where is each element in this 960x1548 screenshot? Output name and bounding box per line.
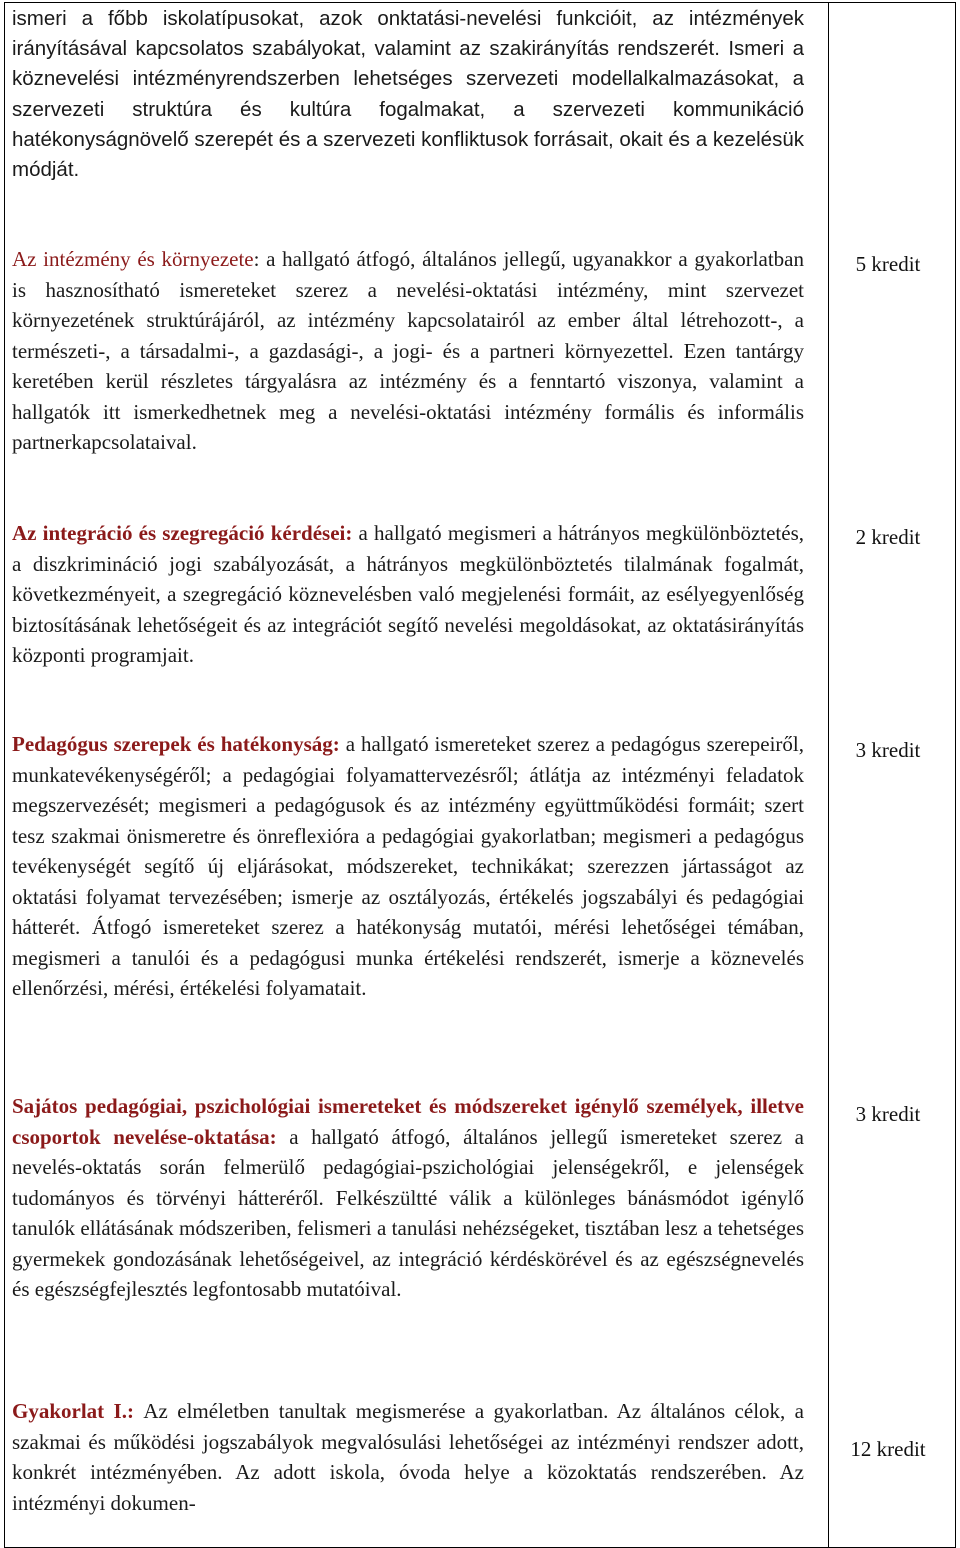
credit-label: 5 kredit [855,252,921,276]
section-pedagogus-szerepek [12,729,804,1064]
section-intezmeny-kornyezete [12,244,804,491]
section-integracio-szegregacio [12,518,804,701]
credit-label: 3 kredit [855,1102,921,1126]
section-title: Az intézmény és környezete [12,247,254,271]
section-title: Gyakorlat I. [12,1399,127,1423]
title-separator: : [253,247,267,271]
section-gyakorlat [12,1396,804,1518]
column-divider [828,3,829,1547]
section-title: Az integráció és szegregáció kérdései: [12,521,353,545]
section-title: Sajátos pedagógiai, pszichológiai ismereteket és módszereket igénylő személyek, illetve csoportok nevelése-oktatása: [12,1094,804,1149]
credit-label: 12 kredit [850,1437,926,1461]
title-separator [277,1125,290,1149]
section-body: Az elméletben tanultak megismerése a gyakorlatban. Az általános célok, a szakmai és működési jogszabályok megvalósulási lehetőségei az intézményi rendszer adott, konkrét intézményében. Az adott iskola, óvoda helye a közoktatás rendszerében. Az intézményi dokumen- [12,1399,804,1515]
credit-label: 3 kredit [855,738,921,762]
title-separator: : [126,1399,144,1423]
section-body: a hallgató megismeri a hátrányos megkülönböztetés, a diszkrimináció jogi szabályozását, a hátrányos megkülönböztetés tilalmának fogalmát, következményeit, a szegregáció köznevelésben való megjelenési formáit, az esélyegyenlőség biztosításának lehetőségeit és az integrációt segítő nevelési megoldásokat, az oktatásirányítás központi programjait. [12,521,804,667]
section-body: a hallgató ismereteket szerez a pedagógus szerepeiről, munkatevékenységéről; a pedagógiai folyamattervezésről; átlátja az intézményi feladatok megszervezését; megismeri a pedagógusok és az intézmény együttműködési formáit; szert tesz szakmai önismeretre és önreflexióra a pedagógiai gyakorlatban; megismeri a pedagógus tevékenységét segítő új eljárásokat, módszereket, technikákat; szerezzen jártasságot az oktatási folyamat tervezésében; ismerje az osztályozás, értékelés jogszabályi és pedagógiai hátterét. Átfogó ismereteket szerez a hatékonyság mutatói, mérési lehetőségei témában, megismeri a tanulói és a pedagógusi munka értékelési rendszerét, ismerje a köznevelés ellenőrzési, mérési, értékelési folyamatait. [12,732,804,1000]
section-body: a hallgató átfogó, általános jellegű, ugyanakkor a gyakorlatban is hasznosítható ismereteket szerez a nevelési-oktatási intézmény, mint szervezet környezetének struktúrájáról, az intézmény kapcsolatairól az ember által létrehozott-, a természeti-, a társadalmi-, a gazdasági-, a jogi- és a partneri környezettel. Ezen tantárgy keretében kerül részletes tárgyalásra az intézmény és a fenntartó viszonya, valamint a hallgatók itt ismerkedhetnek meg a nevelési-oktatási intézmény formális és informális partnerkapcsolataival. [12,247,804,454]
section-title: Pedagógus szerepek és hatékonyság: [12,732,340,756]
credit-label: 2 kredit [855,525,921,549]
section-body: a hallgató átfogó, általános jellegű ismereteket szerez a nevelés-oktatás során felmerülő pedagógiai-pszichológiai jelenségekről, e jelenségek tudományos és törvényi hátteréről. Felkészültté válik a különleges bánásmódot igénylő tanulók ellátásának módszeriben, felismeri a tanulási nehézségeket, tisztában lesz a tehetséges gyermekek gondozásának lehetőségeivel, az integráció kérdéskörével és az egészségnevelés és egészségfejlesztés legfontosabb mutatóival. [12,1124,804,1301]
section-sajatos-pedagogiai [12,1091,804,1366]
intro-paragraph: ismeri a főbb iskolatípusokat, azok onktatási-nevelési funkcióit, az intézmények irányításával kapcsolatos szabályokat, valamint az szakirányítás rendszerét. Ismeri a köznevelési intézményrendszerben lehetséges szervezeti modellalkalmazásokat, a szervezeti struktúra és kultúra fogalmakat, a szervezeti kommunikáció hatékonyságnövelő szerepét és a szervezeti konfliktusok forrásait, okait és a kezelésük módját. [12,7,804,182]
content-column [12,4,804,1518]
